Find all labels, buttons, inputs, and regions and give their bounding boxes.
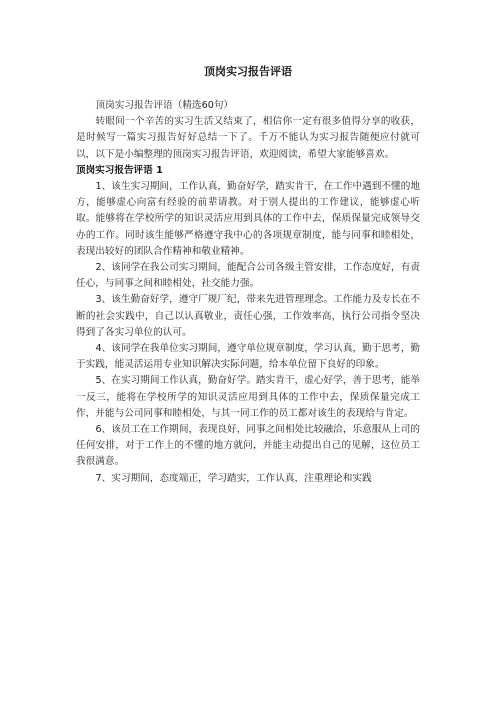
document-subtitle: 顶岗实习报告评语（精选60句） [95, 100, 234, 111]
comment-item-3: 3、该生勤奋好学，遵守厂规厂纪，带来先进管理理念。工作能力及专长在不断的社会实践中，自己以认真敬业，责任心强，工作效率高，执行公司指令坚决得到了各实习单位的认可。 [76, 294, 420, 338]
comment-item-2: 2、该同学在我公司实习期间，能配合公司各级主管安排，工作态度好，有责任心，与同事之间和睦相处，社交能力强。 [76, 262, 420, 290]
intro-paragraph: 转眼间一个辛苦的实习生活又结束了，相信你一定有很多值得分享的收获，是时候写一篇实习报告好好总结一下了。千万不能认为实习报告随便应付就可以，以下是小编整理的顶岗实习报告评语，欢迎阅读，希望大家能够喜欢。 [76, 116, 420, 160]
document-title: 顶岗实习报告评语 [204, 65, 292, 78]
comment-item-4: 4、该同学在我单位实习期间，遵守单位规章制度，学习认真，勤于思考，勤于实践，能灵活运用专业知识解决实际问题，给本单位留下良好的印象。 [76, 343, 420, 371]
comment-item-7: 7、实习期间，态度端正，学习踏实，工作认真，注重理论和实践 [95, 472, 372, 484]
comment-item-1: 1、该生实习期间，工作认真，勤奋好学，踏实肯干，在工作中遇到不懂的地方，能够虚心向富有经验的前辈请教。对于别人提出的工作建议，能够虚心听取。能够将在学校所学的知识灵活应用到具体的工作中去，保质保量完成领导交办的工作。同时该生能够严格遵守我中心的各项规章制度，能与同事和睦相处，表现出较好的团队合作精神和敬业精神。 [76, 181, 420, 257]
comment-item-5: 5、在实习期间工作认真，勤奋好学。踏实肯干，虚心好学，善于思考，能举一反三，能将在学校所学的知识灵活应用到具体的工作中去，保质保量完成工作，并能与公司同事和睦相处，与其一同工作的员工都对该生的表现给与肯定。 [76, 375, 420, 419]
comment-item-6: 6、该员工在工作期间，表现良好，同事之间相处比较融洽，乐意服从上司的任何安排，对于工作上的不懂的地方就问，并能主动提出自己的见解，这位员工我很满意。 [76, 424, 420, 468]
document-page [76, 64, 420, 487]
section-heading: 顶岗实习报告评语 1 [76, 164, 163, 176]
